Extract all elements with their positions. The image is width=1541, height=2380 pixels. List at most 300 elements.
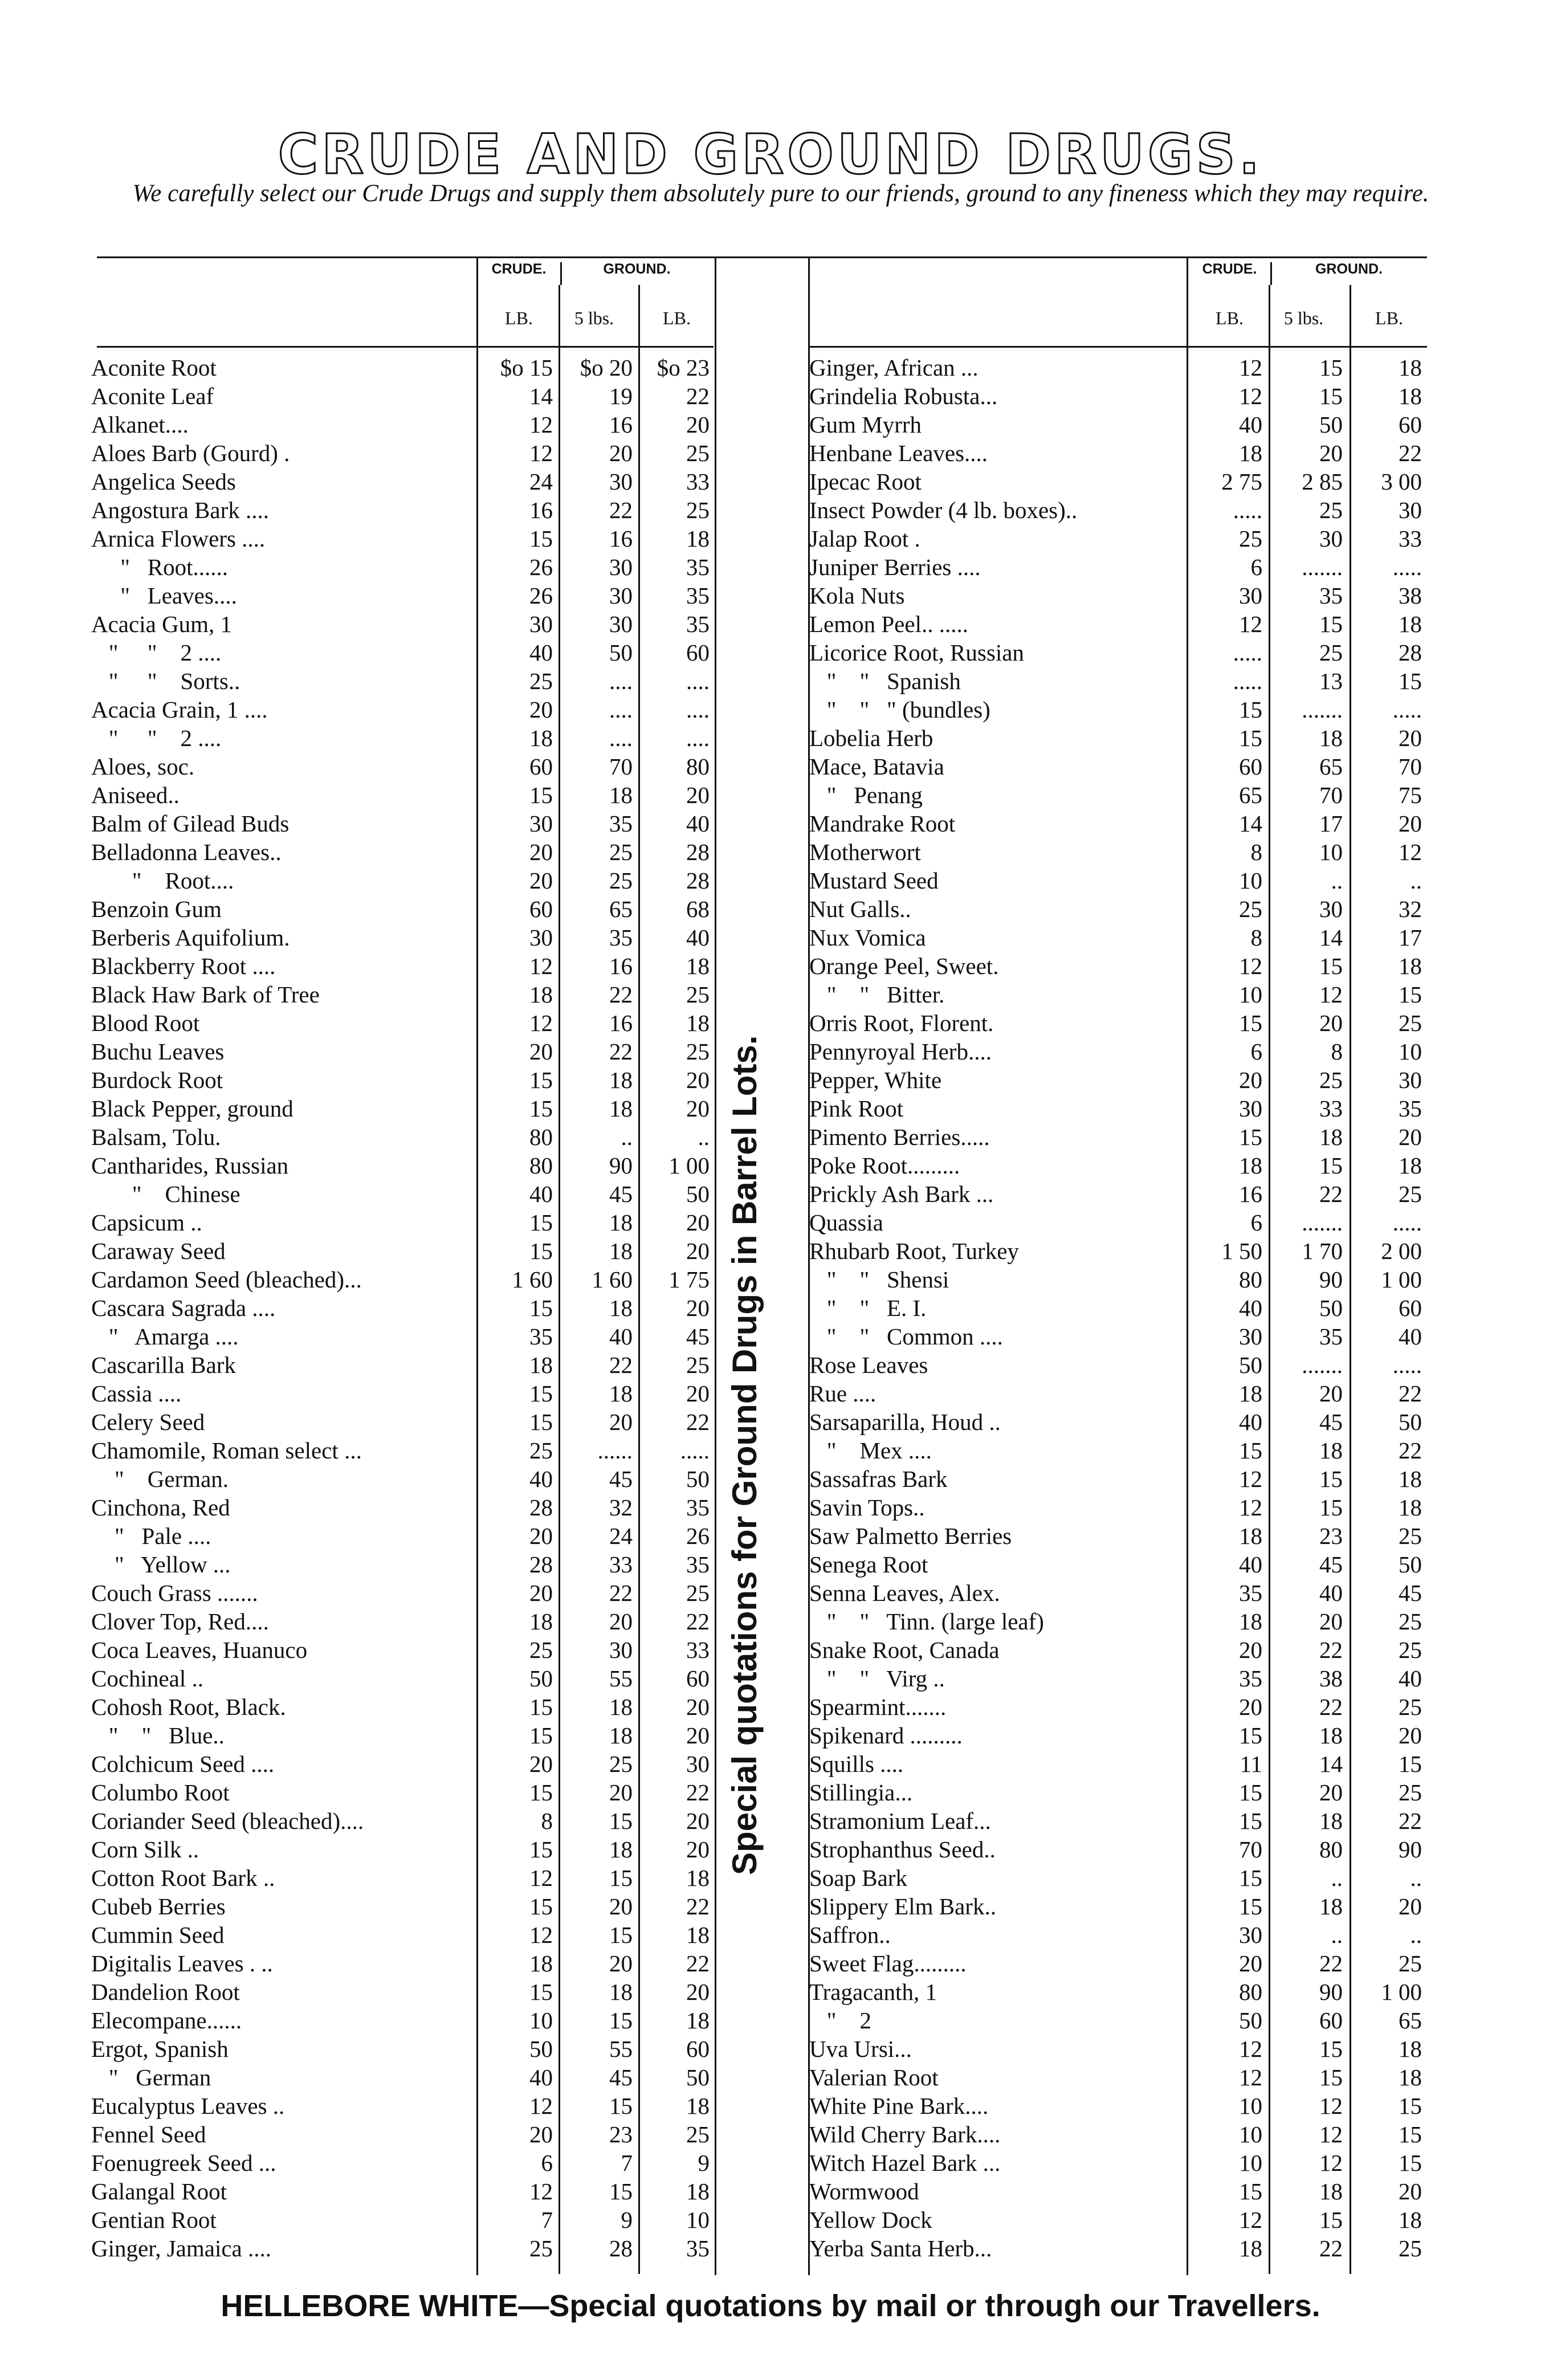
crude-lb-price: 26 [529, 554, 553, 580]
ground-lb-price: 20 [1399, 725, 1422, 751]
crude-lb-price: 20 [529, 1038, 553, 1065]
crude-lb-price: 20 [1239, 1694, 1262, 1720]
crude-lb-price: 20 [529, 867, 553, 894]
ground-lb-price: 22 [1399, 440, 1422, 466]
ground-5lbs-price: 15 [609, 1808, 633, 1834]
ground-lb-price: ..... [1392, 1352, 1422, 1378]
drug-name: Aloes, soc. [91, 753, 195, 780]
crude-lb-price: 1 50 [1221, 1238, 1262, 1264]
drug-name: " Root...... [91, 554, 228, 580]
table-row [809, 809, 1430, 838]
drug-name: Colchicum Seed .... [91, 1751, 275, 1777]
drug-name: Arnica Flowers .... [91, 525, 266, 552]
table-row [91, 724, 715, 752]
ground-lb-price: 18 [686, 525, 710, 552]
crude-lb-price: 12 [1239, 354, 1262, 381]
drug-name: " Pale .... [91, 1523, 211, 1549]
table-row [91, 382, 715, 410]
drug-name: Mustard Seed [809, 867, 939, 894]
table-row [91, 2063, 715, 2092]
ground-lb-price: .. [698, 1124, 710, 1150]
ground-5lbs-price: 15 [1319, 383, 1343, 409]
ground-lb-price: 26 [686, 1523, 710, 1549]
table-row [809, 781, 1430, 809]
drug-name: Lobelia Herb [809, 725, 933, 751]
table-row [809, 1180, 1430, 1208]
drug-name: " " 2 .... [91, 639, 222, 666]
table-row [91, 752, 715, 781]
ground-5lbs-price: 18 [609, 1380, 633, 1407]
ground-5lbs-price: 14 [1319, 1751, 1343, 1777]
ground-lb-price: 18 [686, 2007, 710, 2033]
ground-5lbs-price: 20 [1319, 1380, 1343, 1407]
ground-lb-price: 18 [686, 953, 710, 979]
table-row [91, 1921, 715, 1949]
ground-lb-price: 20 [1399, 1893, 1422, 1920]
crude-lb-price: 40 [1239, 1295, 1262, 1321]
ground-lb-price: 20 [686, 1694, 710, 1720]
ground-lb-price: 25 [686, 497, 710, 523]
table-row [809, 2177, 1430, 2206]
crude-lb-price: 15 [529, 1836, 553, 1863]
crude-lb-price: 25 [529, 1637, 553, 1663]
table-row [809, 1037, 1430, 1066]
drug-name: " Penang [809, 782, 923, 808]
table-row [809, 1066, 1430, 1094]
ground-lb-price: 18 [1399, 611, 1422, 637]
crude-lb-price: ..... [1233, 668, 1262, 694]
crude-lb-price: 15 [529, 1979, 553, 2005]
ground-5lbs-price: 16 [609, 1010, 633, 1036]
table-row [91, 667, 715, 695]
crude-lb-price: 35 [529, 1323, 553, 1350]
crude-lb-price: 15 [529, 1409, 553, 1435]
ground-5lbs-price: 10 [1319, 839, 1343, 865]
crude-lb-price: 12 [1239, 1466, 1262, 1492]
drug-name: Couch Grass ....... [91, 1580, 258, 1606]
crude-lb-price: 80 [529, 1152, 553, 1179]
crude-lb-price: 28 [529, 1551, 553, 1578]
drug-name: " " Bitter. [809, 981, 945, 1008]
drug-name: Blood Root [91, 1010, 200, 1036]
ground-5lbs-price: 80 [1319, 1836, 1343, 1863]
table-row [91, 610, 715, 638]
drug-name: Rue .... [809, 1380, 877, 1407]
ground-lb-price: 60 [686, 1665, 710, 1692]
crude-lb-price: 30 [1239, 1095, 1262, 1122]
table-row [809, 2234, 1430, 2263]
drug-name: Dandelion Root [91, 1979, 240, 2005]
ground-5lbs-price: 12 [1319, 981, 1343, 1008]
table-row [91, 2206, 715, 2234]
left-ground-header: GROUND. [603, 261, 671, 277]
table-row [809, 2092, 1430, 2120]
table-row [91, 467, 715, 496]
table-row [809, 1351, 1430, 1379]
table-row [809, 838, 1430, 866]
table-row [91, 353, 715, 382]
ground-lb-price: 1 00 [1381, 1266, 1422, 1293]
ground-5lbs-price: 65 [1319, 753, 1343, 780]
crude-lb-price: 30 [529, 810, 553, 837]
drug-name: Coca Leaves, Huanuco [91, 1637, 308, 1663]
table-row [809, 467, 1430, 496]
ground-5lbs-price: 30 [609, 611, 633, 637]
ground-lb-price: 40 [686, 810, 710, 837]
ground-lb-price: 10 [1399, 1038, 1422, 1065]
ground-5lbs-price: 15 [1319, 1152, 1343, 1179]
ground-5lbs-price: 16 [609, 525, 633, 552]
crude-lb-price: 18 [1239, 1608, 1262, 1635]
table-row [809, 1978, 1430, 2006]
drug-name: Balm of Gilead Buds [91, 810, 290, 837]
drug-name: " " Tinn. (large leaf) [809, 1608, 1044, 1635]
ground-5lbs-price: 55 [609, 2036, 633, 2062]
drug-name: " " Blue.. [91, 1722, 225, 1749]
ground-lb-price: 18 [1399, 2207, 1422, 2233]
crude-lb-price: 12 [529, 2178, 553, 2204]
ground-5lbs-price: 13 [1319, 668, 1343, 694]
ground-lb-price: 50 [686, 2064, 710, 2090]
crude-lb-price: 18 [529, 981, 553, 1008]
table-row [91, 1066, 715, 1094]
header-rule-left [97, 346, 714, 348]
ground-lb-price: 65 [1399, 2007, 1422, 2033]
ground-5lbs-price: 25 [1319, 1067, 1343, 1093]
table-row [91, 1123, 715, 1151]
table-row [809, 752, 1430, 781]
right-crude-ground-divider [1270, 262, 1272, 285]
table-row [91, 1864, 715, 1892]
crude-lb-price: 35 [1239, 1665, 1262, 1692]
ground-lb-price: 25 [686, 440, 710, 466]
left-price-table [91, 353, 715, 2263]
crude-lb-price: 30 [529, 611, 553, 637]
ground-lb-price: 28 [686, 839, 710, 865]
drug-name: " 2 [809, 2007, 871, 2033]
ground-lb-price: 45 [686, 1323, 710, 1350]
crude-lb-price: 10 [1239, 2150, 1262, 2176]
ground-lb-price: 70 [1399, 753, 1422, 780]
ground-lb-price: 20 [686, 1209, 710, 1236]
drug-name: Kola Nuts [809, 582, 905, 609]
ground-5lbs-price: 12 [1319, 2093, 1343, 2119]
crude-lb-price: 15 [1239, 1893, 1262, 1920]
table-row [809, 1009, 1430, 1037]
crude-lb-price: ..... [1233, 497, 1262, 523]
ground-5lbs-price: 20 [1319, 1779, 1343, 1806]
ground-5lbs-price: 18 [609, 782, 633, 808]
ground-lb-price: 50 [686, 1466, 710, 1492]
ground-5lbs-price: 20 [609, 440, 633, 466]
drug-name: Cascarilla Bark [91, 1352, 236, 1378]
crude-lb-price: 60 [1239, 753, 1262, 780]
crude-lb-price: 65 [1239, 782, 1262, 808]
ground-5lbs-price: 18 [609, 1979, 633, 2005]
drug-name: Spikenard ......... [809, 1722, 963, 1749]
ground-lb-price: 32 [1399, 896, 1422, 922]
crude-lb-price: 15 [529, 525, 553, 552]
right-5lbs-header: 5 lbs. [1283, 308, 1324, 328]
crude-lb-price: 12 [1239, 383, 1262, 409]
ground-5lbs-price: 30 [1319, 896, 1343, 922]
crude-lb-price: 2 75 [1221, 468, 1262, 495]
ground-lb-price: 15 [1399, 1751, 1422, 1777]
ground-5lbs-price: 22 [1319, 2235, 1343, 2261]
table-row [809, 1379, 1430, 1408]
table-row [91, 524, 715, 553]
drug-name: Buchu Leaves [91, 1038, 225, 1065]
ground-5lbs-price: 45 [1319, 1551, 1343, 1578]
ground-5lbs-price: 18 [609, 1209, 633, 1236]
ground-5lbs-price: 50 [1319, 411, 1343, 438]
ground-5lbs-price: .. [1331, 867, 1343, 894]
drug-name: " " Common .... [809, 1323, 1003, 1350]
ground-5lbs-price: 45 [1319, 1409, 1343, 1435]
crude-lb-price: 15 [529, 782, 553, 808]
crude-lb-price: 12 [529, 411, 553, 438]
drug-name: Uva Ursi... [809, 2036, 912, 2062]
ground-lb-price: 25 [1399, 1523, 1422, 1549]
ground-5lbs-price: 16 [609, 953, 633, 979]
drug-name: Nut Galls.. [809, 896, 911, 922]
ground-lb-price: 25 [686, 1038, 710, 1065]
ground-5lbs-price: 2 85 [1302, 468, 1343, 495]
table-row [809, 2206, 1430, 2234]
drug-name: Licorice Root, Russian [809, 639, 1024, 666]
ground-5lbs-price: 50 [1319, 1295, 1343, 1321]
drug-name: Ginger, African ... [809, 354, 979, 381]
drug-name: Cascara Sagrada .... [91, 1295, 276, 1321]
crude-lb-price: 18 [1239, 1523, 1262, 1549]
crude-lb-price: 18 [1239, 440, 1262, 466]
drug-name: Motherwort [809, 839, 921, 865]
left-crude-header: CRUDE. [491, 261, 547, 277]
drug-name: Gum Myrrh [809, 411, 922, 438]
ground-5lbs-price: .. [1331, 1922, 1343, 1948]
drug-name: Digitalis Leaves . .. [91, 1950, 273, 1976]
table-row [91, 1379, 715, 1408]
table-row [91, 439, 715, 467]
drug-name: Angostura Bark .... [91, 497, 270, 523]
crude-lb-price: 12 [1239, 2207, 1262, 2233]
table-row [91, 1237, 715, 1265]
drug-name: Spearmint....... [809, 1694, 947, 1720]
table-row [91, 1835, 715, 1864]
ground-lb-price: 22 [686, 1608, 710, 1635]
ground-5lbs-price: 18 [1319, 1437, 1343, 1464]
table-row [91, 1208, 715, 1237]
ground-lb-price: 20 [686, 1836, 710, 1863]
crude-lb-price: 10 [529, 2007, 553, 2033]
table-row [91, 809, 715, 838]
drug-name: Grindelia Robusta... [809, 383, 998, 409]
crude-lb-price: 15 [1239, 1779, 1262, 1806]
drug-name: Wild Cherry Bark.... [809, 2121, 1001, 2147]
ground-lb-price: 28 [686, 867, 710, 894]
drug-name: Poke Root......... [809, 1152, 960, 1179]
table-row [809, 2063, 1430, 2092]
ground-5lbs-price: ....... [1302, 1209, 1343, 1236]
ground-lb-price: 15 [1399, 2150, 1422, 2176]
crude-lb-price: 15 [529, 1067, 553, 1093]
crude-lb-price: 15 [529, 1209, 553, 1236]
crude-lb-price: 10 [1239, 867, 1262, 894]
drug-name: Yerba Santa Herb... [809, 2235, 992, 2261]
top-rule [97, 256, 1427, 258]
ground-5lbs-price: 25 [609, 867, 633, 894]
table-row [91, 1550, 715, 1579]
crude-lb-price: 25 [529, 668, 553, 694]
ground-5lbs-price: 22 [609, 981, 633, 1008]
ground-lb-price: 18 [1399, 354, 1422, 381]
ground-5lbs-price: .... [609, 696, 633, 723]
ground-5lbs-price: 35 [1319, 582, 1343, 609]
ground-5lbs-price: ....... [1302, 554, 1343, 580]
table-row [91, 1607, 715, 1636]
drug-name: Balsam, Tolu. [91, 1124, 221, 1150]
crude-lb-price: 20 [1239, 1637, 1262, 1663]
ground-5lbs-price: 22 [609, 1038, 633, 1065]
ground-5lbs-price: 22 [1319, 1950, 1343, 1976]
drug-name: Stramonium Leaf... [809, 1808, 991, 1834]
table-row [809, 1664, 1430, 1693]
crude-lb-price: 30 [529, 924, 553, 951]
table-row [809, 439, 1430, 467]
table-row [91, 581, 715, 610]
crude-lb-price: 10 [1239, 2121, 1262, 2147]
crude-lb-price: 40 [529, 2064, 553, 2090]
ground-lb-price: 33 [686, 468, 710, 495]
drug-name: Aloes Barb (Gourd) . [91, 440, 290, 466]
crude-lb-price: 20 [1239, 1950, 1262, 1976]
ground-5lbs-price: 9 [621, 2207, 633, 2233]
table-row [91, 1721, 715, 1750]
table-row [809, 1750, 1430, 1778]
ground-lb-price: 30 [686, 1751, 710, 1777]
table-row [91, 496, 715, 524]
table-row [91, 2149, 715, 2177]
crude-lb-price: $o 15 [500, 354, 553, 381]
header-rule-right [808, 346, 1427, 348]
ground-5lbs-price: 15 [609, 1922, 633, 1948]
table-row [809, 1465, 1430, 1493]
table-row [91, 1151, 715, 1180]
crude-lb-price: 50 [529, 2036, 553, 2062]
table-row [91, 1180, 715, 1208]
crude-lb-price: 24 [529, 468, 553, 495]
drug-name: Lemon Peel.. ..... [809, 611, 968, 637]
table-row [91, 1579, 715, 1607]
drug-name: Aniseed.. [91, 782, 180, 808]
ground-lb-price: 15 [1399, 981, 1422, 1008]
ground-5lbs-price: 15 [609, 2178, 633, 2204]
crude-lb-price: 14 [1239, 810, 1262, 837]
table-row [809, 382, 1430, 410]
ground-5lbs-price: 18 [609, 1694, 633, 1720]
table-row [91, 695, 715, 724]
ground-lb-price: 3 00 [1381, 468, 1422, 495]
table-row [91, 1009, 715, 1037]
drug-name: " " Spanish [809, 668, 961, 694]
ground-5lbs-price: 18 [609, 1095, 633, 1122]
drug-name: Cubeb Berries [91, 1893, 226, 1920]
crude-lb-price: 15 [1239, 1437, 1262, 1464]
ground-5lbs-price: 25 [1319, 497, 1343, 523]
ground-lb-price: .. [1410, 1865, 1422, 1891]
crude-lb-price: 15 [529, 1238, 553, 1264]
crude-lb-price: 6 [1250, 554, 1262, 580]
ground-lb-price: 35 [686, 554, 710, 580]
drug-name: " " Shensi [809, 1266, 949, 1293]
table-row [91, 1294, 715, 1322]
drug-name: Yellow Dock [809, 2207, 932, 2233]
ground-lb-price: 40 [686, 924, 710, 951]
ground-5lbs-price: 8 [1331, 1038, 1343, 1065]
crude-lb-price: 15 [1239, 696, 1262, 723]
ground-lb-price: 22 [686, 383, 710, 409]
table-row [809, 353, 1430, 382]
drug-name: Saffron.. [809, 1922, 891, 1948]
table-row [809, 1294, 1430, 1322]
table-row [91, 1778, 715, 1807]
ground-lb-price: 18 [686, 2178, 710, 2204]
ground-5lbs-price: 90 [1319, 1266, 1343, 1293]
ground-lb-price: 25 [1399, 1950, 1422, 1976]
ground-lb-price: 35 [686, 1551, 710, 1578]
ground-lb-price: 20 [686, 411, 710, 438]
ground-lb-price: ..... [680, 1437, 710, 1464]
crude-lb-price: 15 [1239, 1722, 1262, 1749]
ground-lb-price: ..... [1392, 1209, 1422, 1236]
crude-lb-price: 15 [1239, 1865, 1262, 1891]
crude-lb-price: 16 [1239, 1181, 1262, 1207]
drug-name: " " Virg .. [809, 1665, 945, 1692]
ground-5lbs-price: 20 [1319, 1608, 1343, 1635]
table-row [91, 838, 715, 866]
crude-lb-price: 60 [529, 753, 553, 780]
drug-name: Witch Hazel Bark ... [809, 2150, 1001, 2176]
table-row [809, 695, 1430, 724]
ground-lb-price: 1 75 [668, 1266, 710, 1293]
table-row [809, 1123, 1430, 1151]
ground-lb-price: 20 [1399, 2178, 1422, 2204]
ground-5lbs-price: 17 [1319, 810, 1343, 837]
crude-lb-price: 20 [529, 839, 553, 865]
table-row [809, 410, 1430, 439]
drug-name: Cantharides, Russian [91, 1152, 289, 1179]
ground-5lbs-price: 18 [1319, 1893, 1343, 1920]
crude-lb-price: 20 [529, 2121, 553, 2147]
crude-lb-price: 16 [529, 497, 553, 523]
ground-lb-price: 20 [686, 1380, 710, 1407]
drug-name: Rhubarb Root, Turkey [809, 1238, 1019, 1264]
crude-lb-price: 40 [1239, 411, 1262, 438]
drug-name: Stillingia... [809, 1779, 913, 1806]
crude-lb-price: 15 [529, 1095, 553, 1122]
table-row [91, 895, 715, 923]
ground-lb-price: 40 [1399, 1665, 1422, 1692]
crude-lb-price: 80 [529, 1124, 553, 1150]
crude-lb-price: 10 [1239, 981, 1262, 1008]
ground-5lbs-price: 38 [1319, 1665, 1343, 1692]
crude-lb-price: 14 [529, 383, 553, 409]
ground-5lbs-price: 15 [609, 2093, 633, 2119]
ground-lb-price: 33 [1399, 525, 1422, 552]
ground-lb-price: 15 [1399, 2121, 1422, 2147]
ground-5lbs-price: .. [621, 1124, 633, 1150]
ground-lb-price: 28 [1399, 639, 1422, 666]
